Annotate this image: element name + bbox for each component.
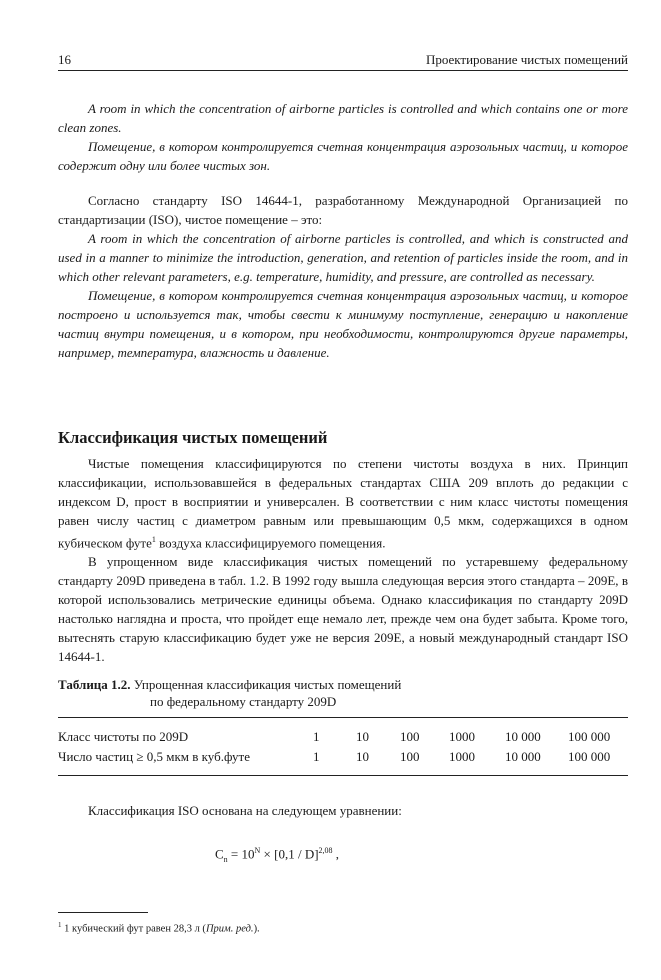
page-number: 16 bbox=[58, 52, 71, 67]
footnote bbox=[58, 921, 260, 935]
footnote-editor-note: Прим. ред. bbox=[205, 923, 254, 935]
paragraph-2: В упрощенном виде классификация чистых помещений по устаревшему федеральному стандарту 209D приведена в табл. 1.2. В 1992 году вышла следующая версия этого стандарта – 209E, в которой использовались метрические единицы объема. Однако классификация по стандарту 209D настолько наглядна и проста, что пройдет еще немало лет, прежде чем она будет забыта. Кроме того, вытеснять старую классификацию будет уже не версия 209E, а новый международный стандарт ISO 14644-1. bbox=[58, 554, 628, 665]
table-cell: 100 bbox=[400, 749, 420, 764]
table-cell: 10 000 bbox=[505, 729, 541, 744]
section-body bbox=[58, 454, 628, 666]
table-title-line2: по федеральному стандарту 209D bbox=[150, 694, 337, 709]
section-heading: Классификация чистых помещений bbox=[58, 428, 328, 447]
iso-definition-ru: Помещение, в котором контролируется счетная концентрация аэрозольных частиц, и которое построено и используется так, чтобы свести к минимуму поступление, генерацию и накопление частиц внутри помещения, и в котором, при необходимости, контролируются другие параметры, например, температура, влажность и давление. bbox=[58, 288, 628, 360]
table-title-line1: Упрощенная классификация чистых помещений bbox=[133, 677, 402, 692]
footnote-rule bbox=[58, 912, 148, 913]
table-cell: 1 bbox=[313, 749, 320, 764]
table-cell: Класс чистоты по 209D bbox=[58, 729, 189, 744]
iso-definition-en: A room in which the concentration of airborne particles is controlled, and which is constructed and used in a manner to minimize the introduction, generation, and retention of particles inside the room, and in which other relevant parameters, e.g. temperature, humidity, and pressure, are controlled as necessary. bbox=[58, 231, 628, 284]
table-label: Таблица 1.2. bbox=[58, 677, 131, 692]
footnote-end: ). bbox=[253, 923, 260, 935]
table-cell: 100 000 bbox=[568, 729, 611, 744]
equation-intro: Классификация ISO основана на следующем уравнении: bbox=[88, 803, 402, 818]
equation-exp2: 2,08 bbox=[318, 846, 333, 855]
iso-definition bbox=[58, 191, 628, 362]
table-cell: 1000 bbox=[449, 749, 475, 764]
page-header bbox=[58, 52, 628, 71]
table-cell: 1000 bbox=[449, 729, 475, 744]
paragraph-1-text: Чистые помещения классифицируются по степени чистоты воздуха в них. Принцип классификации, использовавшейся в федеральных стандартах США 209 вплоть до редакции с индексом D, прост в восприятии и универсален. В соответствии с ним класс чистоты помещения равен числу частиц с диаметром равным или превышающим 0,5 мкм, содержащихся в одном кубическом футе bbox=[58, 456, 628, 551]
table-row bbox=[58, 729, 628, 748]
table-cell: Число частиц ≥ 0,5 мкм в куб.футе bbox=[58, 749, 251, 764]
definition-1-ru: Помещение, в котором контролируется счетная концентрация аэрозольных частиц, и которое содержит одну или более чистых зон. bbox=[58, 139, 628, 173]
equation-lhs: C bbox=[215, 846, 224, 862]
table-cell: 1 bbox=[313, 729, 320, 744]
table-cell: 100 bbox=[400, 729, 420, 744]
footnote-text: 1 кубический фут равен 28,3 л ( bbox=[61, 923, 206, 935]
equation-term1: = 10 bbox=[227, 846, 255, 862]
table-cell: 100 000 bbox=[568, 749, 611, 764]
iso-equation bbox=[215, 846, 339, 864]
equation-term2: × [0,1 / D] bbox=[260, 846, 319, 862]
paragraph-1 bbox=[58, 454, 628, 552]
definition-1 bbox=[58, 99, 628, 175]
footnote-mark: 1 bbox=[58, 921, 62, 929]
table-caption bbox=[58, 676, 401, 710]
table-top-rule bbox=[58, 717, 628, 718]
table-cell: 10 000 bbox=[505, 749, 541, 764]
paragraph-1-end: воздуха классифицируемого помещения. bbox=[155, 535, 386, 551]
equation-tail: , bbox=[332, 846, 340, 862]
equation-lhs-sub: n bbox=[223, 854, 228, 864]
running-title: Проектирование чистых помещений bbox=[425, 52, 628, 67]
footnote-ref[interactable]: 1 bbox=[151, 535, 156, 544]
table-cell: 10 bbox=[356, 729, 369, 744]
iso-intro: Согласно стандарту ISO 14644-1, разработанному Международной Организацией по стандартизации (ISO), чистое помещение – это: bbox=[58, 193, 628, 227]
equation-exp1: N bbox=[254, 846, 261, 855]
table-row bbox=[58, 749, 628, 768]
table-cell: 10 bbox=[356, 749, 369, 764]
table-bottom-rule bbox=[58, 775, 628, 776]
definition-1-en: A room in which the concentration of airborne particles is controlled and which contains one or more clean zones. bbox=[58, 101, 628, 135]
